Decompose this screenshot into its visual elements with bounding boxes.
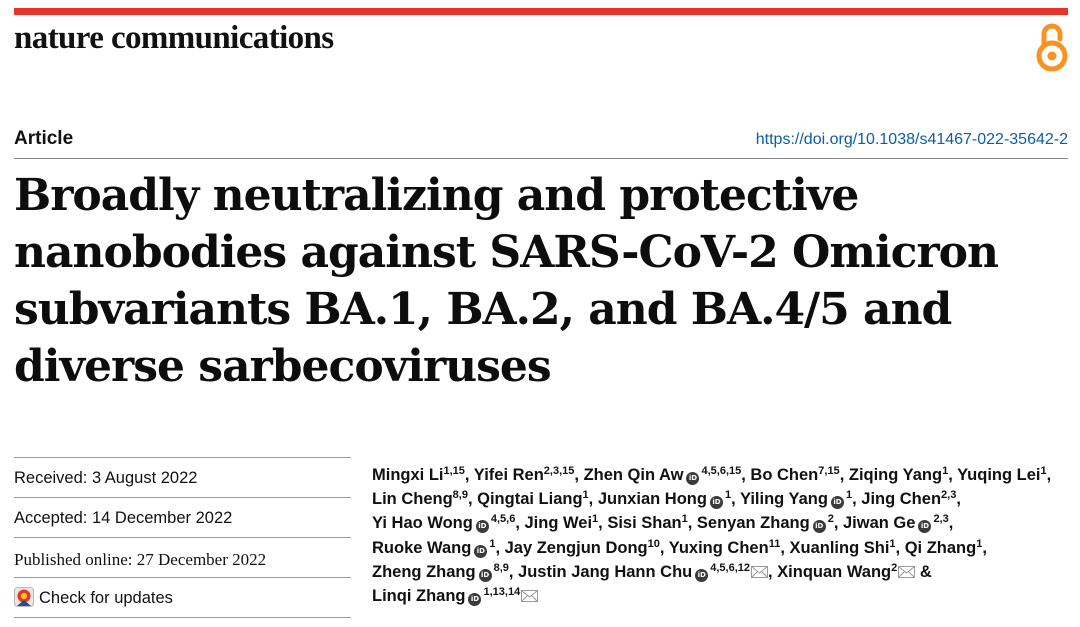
author-name[interactable]	[372, 563, 509, 581]
author-name[interactable]	[584, 466, 742, 484]
author-name-text[interactable]: Jing Chen	[861, 490, 942, 509]
author-affiliation-sup: 1	[1040, 465, 1047, 477]
author-name[interactable]	[518, 563, 768, 581]
author-name-text[interactable]: Yuxing Chen	[668, 538, 769, 557]
author-name-text[interactable]: Yuqing Lei	[957, 466, 1041, 484]
author-name[interactable]	[372, 490, 468, 508]
author-name-text[interactable]: Xuanling Shi	[789, 538, 890, 557]
journal-name[interactable]: nature communications	[14, 20, 334, 56]
journal-accent-bar	[14, 8, 1068, 15]
author-separator: ,	[833, 514, 843, 533]
author-name-text[interactable]: Qingtai Liang	[477, 490, 583, 509]
author-name[interactable]	[669, 539, 781, 557]
author-name-text[interactable]: Jing Wei	[524, 514, 593, 533]
author-affiliation-sup: 2,3	[941, 489, 957, 502]
orcid-icon[interactable]: iD	[710, 496, 723, 509]
author-affiliation-sup: 2,3,15	[543, 465, 575, 477]
author-separator: ,	[895, 538, 905, 557]
orcid-icon[interactable]: iD	[918, 520, 931, 533]
article-dates	[14, 457, 351, 618]
header-divider	[14, 158, 1068, 159]
author-separator: &	[915, 562, 932, 581]
orcid-icon[interactable]: iD	[695, 569, 708, 582]
author-affiliation-sup: 1	[489, 537, 496, 550]
author-separator: ,	[780, 538, 790, 557]
published-date: Published online: 27 December 2022	[14, 550, 267, 569]
article-title	[14, 167, 1074, 395]
author-separator: ,	[515, 514, 525, 533]
author-separator: ,	[731, 490, 740, 509]
author-separator: ,	[687, 514, 697, 533]
title-line: nanobodies against SARS-CoV-2 Omicron	[14, 227, 998, 278]
author-affiliation-sup: 1	[592, 513, 599, 526]
author-name[interactable]	[777, 563, 915, 581]
author-affiliation-sup: 1	[582, 489, 589, 502]
author-name[interactable]	[843, 514, 949, 532]
author-name[interactable]	[372, 514, 515, 532]
author-separator: ,	[839, 466, 849, 484]
author-affiliation-sup: 1	[724, 489, 732, 502]
author-affiliation-sup: 1	[845, 489, 853, 502]
author-name-text[interactable]: Zhen Qin Aw	[583, 466, 684, 484]
author-name-text[interactable]: Jiwan Ge	[842, 514, 916, 533]
author-affiliation-sup: 1	[889, 537, 896, 550]
author-name[interactable]	[372, 539, 495, 557]
author-affiliation-sup: 1,13,14	[483, 586, 521, 599]
author-affiliation-sup: 2	[827, 513, 834, 526]
author-list	[372, 463, 1072, 608]
author-separator: ,	[982, 538, 987, 557]
author-name[interactable]	[905, 539, 983, 557]
orcid-icon[interactable]: iD	[468, 593, 481, 606]
author-separator: ,	[464, 466, 474, 484]
check-for-updates-icon[interactable]	[14, 587, 34, 607]
author-name-text[interactable]: Yiling Yang	[739, 490, 828, 509]
author-affiliation-sup: 10	[647, 537, 660, 550]
author-name[interactable]	[474, 466, 575, 484]
email-icon[interactable]	[898, 566, 915, 578]
author-name-text[interactable]: Xinquan Wang	[777, 562, 892, 581]
author-name[interactable]	[849, 466, 948, 484]
author-name[interactable]	[750, 466, 839, 484]
author-name[interactable]	[861, 490, 956, 508]
author-separator: ,	[741, 466, 751, 484]
author-separator: ,	[508, 562, 519, 581]
author-separator: ,	[598, 514, 608, 533]
check-updates-row[interactable]	[14, 577, 351, 618]
author-name-text[interactable]: Sisi Shan	[607, 514, 682, 533]
author-name-text[interactable]: Bo Chen	[750, 466, 819, 484]
orcid-icon[interactable]: iD	[686, 472, 699, 485]
author-separator: ,	[768, 562, 778, 581]
author-separator: ,	[948, 514, 954, 533]
author-name-text[interactable]: Senyan Zhang	[696, 514, 810, 533]
title-line: diverse sarbecoviruses	[14, 341, 551, 392]
author-name-text[interactable]: Lin Cheng	[372, 490, 453, 509]
author-name-text[interactable]: Ziqing Yang	[848, 466, 943, 484]
author-affiliation-sup: 1,15	[443, 465, 465, 477]
orcid-icon[interactable]: iD	[479, 569, 492, 582]
check-for-updates-link[interactable]: Check for updates	[39, 589, 173, 607]
author-affiliation-sup: 4,5,6,15	[701, 465, 742, 477]
author-separator: ,	[467, 490, 478, 509]
author-name[interactable]	[790, 539, 896, 557]
author-affiliation-sup: 2	[891, 561, 898, 574]
author-name-text[interactable]: Jay Zengjun Dong	[504, 538, 648, 557]
author-separator: ,	[588, 490, 598, 509]
open-access-lock-icon	[1034, 20, 1070, 72]
email-icon[interactable]	[521, 590, 538, 602]
doi-link[interactable]: https://doi.org/10.1038/s41467-022-35642-2	[755, 131, 1068, 148]
author-affiliation-sup: 7,15	[818, 465, 840, 477]
orcid-icon[interactable]: iD	[476, 520, 489, 533]
author-separator: ,	[659, 538, 669, 557]
author-name[interactable]	[957, 466, 1047, 484]
author-name[interactable]	[524, 514, 598, 532]
author-name[interactable]	[505, 539, 660, 557]
author-affiliation-sup: 8,9	[493, 561, 509, 574]
author-affiliation-sup: 8,9	[452, 489, 468, 502]
article-type-label: Article	[14, 128, 74, 149]
author-affiliation-sup: 2,3	[933, 513, 949, 526]
author-affiliation-sup: 11	[768, 537, 781, 550]
author-name-text[interactable]: Junxian Hong	[597, 490, 707, 509]
title-line: Broadly neutralizing and protective	[14, 170, 859, 221]
email-icon[interactable]	[751, 566, 768, 578]
author-name-text[interactable]: Justin Jang Hann Chu	[518, 562, 693, 581]
accepted-date: Accepted: 14 December 2022	[14, 509, 233, 527]
orcid-icon[interactable]: iD	[831, 496, 844, 509]
author-name[interactable]	[697, 514, 834, 532]
author-affiliation-sup: 1	[681, 513, 688, 526]
author-name[interactable]	[607, 514, 687, 532]
title-line: subvariants BA.1, BA.2, and BA.4/5 and	[14, 284, 952, 335]
author-affiliation-sup: 1	[976, 537, 983, 550]
received-date: Received: 3 August 2022	[14, 469, 198, 487]
orcid-icon[interactable]: iD	[474, 545, 487, 558]
author-name-text[interactable]: Qi Zhang	[904, 538, 977, 557]
author-name-text[interactable]: Linqi Zhang	[372, 587, 466, 606]
author-separator: ,	[495, 538, 505, 557]
accepted-row	[14, 497, 351, 537]
author-separator: ,	[574, 466, 584, 484]
received-row	[14, 457, 351, 497]
author-name-text[interactable]: Yi Hao Wong	[372, 514, 473, 533]
orcid-icon[interactable]: iD	[813, 520, 826, 533]
author-name-text[interactable]: Mingxi Li	[372, 466, 444, 484]
author-affiliation-sup: 1	[942, 465, 949, 477]
author-name-text[interactable]: Ruoke Wang	[372, 538, 472, 557]
author-name-text[interactable]: Yifei Ren	[473, 466, 544, 484]
author-affiliation-sup: 4,5,6,12	[710, 561, 750, 574]
author-separator: ,	[1046, 466, 1052, 484]
author-name[interactable]	[740, 490, 852, 508]
published-row	[14, 537, 351, 577]
author-name[interactable]	[372, 587, 538, 605]
author-name[interactable]	[598, 490, 731, 508]
author-separator: ,	[948, 466, 958, 484]
author-separator: ,	[956, 490, 961, 509]
author-separator: ,	[852, 490, 862, 509]
author-affiliation-sup: 4,5,6	[490, 513, 516, 526]
author-name[interactable]	[372, 466, 465, 484]
author-name[interactable]	[477, 490, 589, 508]
author-name-text[interactable]: Zheng Zhang	[372, 562, 476, 581]
